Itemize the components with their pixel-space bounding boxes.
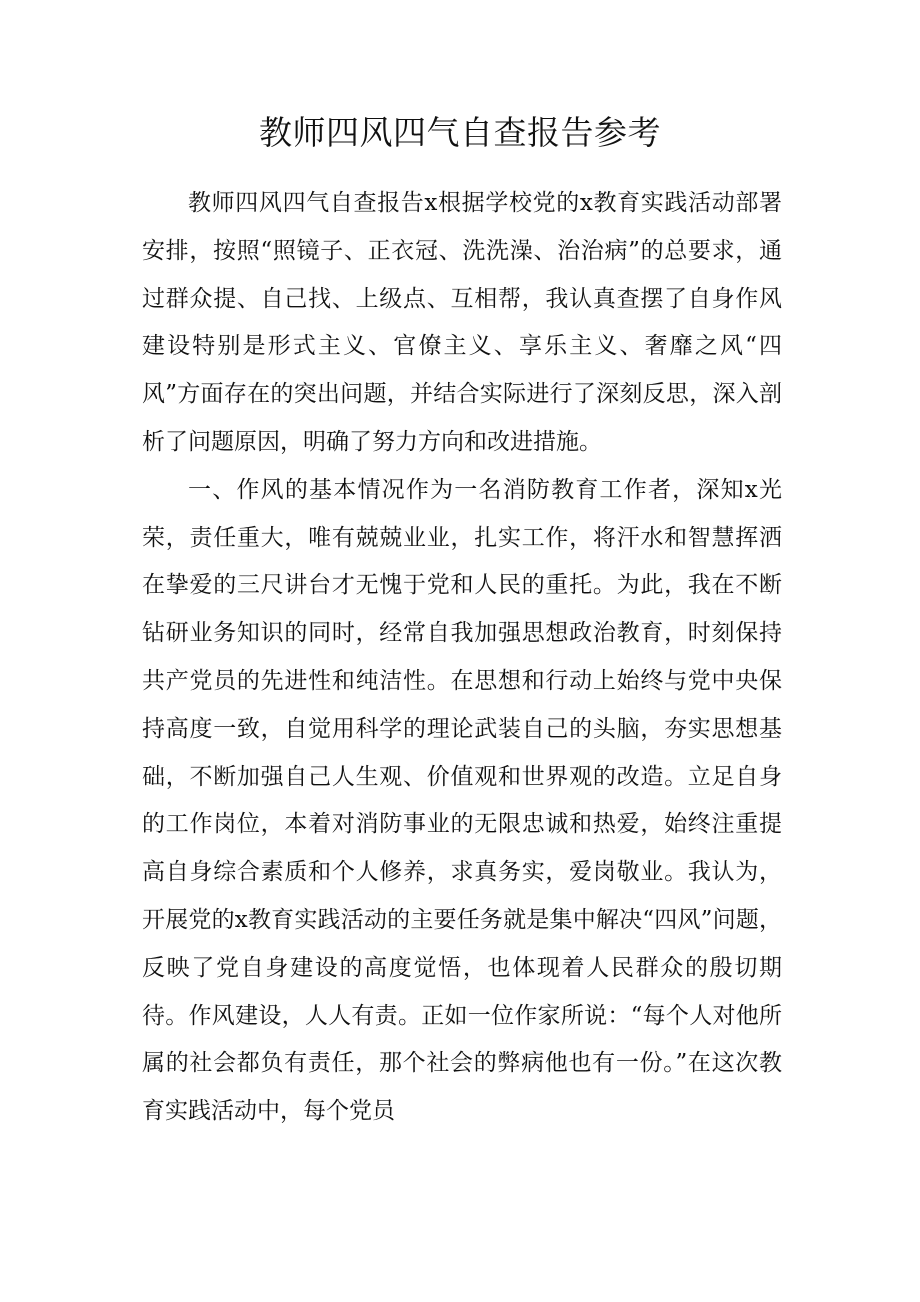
paragraph-intro: 教师四风四气自查报告x根据学校党的x教育实践活动部署安排，按照“照镜子、正衣冠、洗洗澡、治治病”的总要求，通过群众提、自己找、上级点、互相帮，我认真查摆了自身作风建设特别是形式主义、官僚主义、享乐主义、奢靡之风“四风”方面存在的突出问题，并结合实际进行了深刻反思，深入剖析了问题原因，明确了努力方向和改进措施。 <box>142 190 782 455</box>
paragraph-section-one: 一、作风的基本情况作为一名消防教育工作者，深知x光荣，责任重大，唯有兢兢业业，扎实工作，将汗水和智慧挥洒在挚爱的三尺讲台才无愧于党和人民的重托。为此，我在不断钻研业务知识的同时，经常自我加强思想政治教育，时刻保持共产党员的先进性和纯洁性。在思想和行动上始终与党中央保持高度一致，自觉用科学的理论武装自己的头脑，夯实思想基础，不断加强自己人生观、价值观和世界观的改造。立足自身的工作岗位，本着对消防事业的无限忠诚和热爱，始终注重提高自身综合素质和个人修养，求真务实，爱岗敬业。我认为，开展党的x教育实践活动的主要任务就是集中解决“四风”问题，反映了党自身建设的高度觉悟，也体现着人民群众的殷切期待。作风建设，人人有责。正如一位作家所说：“每个人对他所属的社会都负有责任，那个社会的弊病他也有一份。”在这次教育实践活动中，每个党员 <box>142 476 782 1125</box>
document-title: 教师四风四气自查报告参考 <box>259 113 661 152</box>
document-body <box>142 180 782 1136</box>
